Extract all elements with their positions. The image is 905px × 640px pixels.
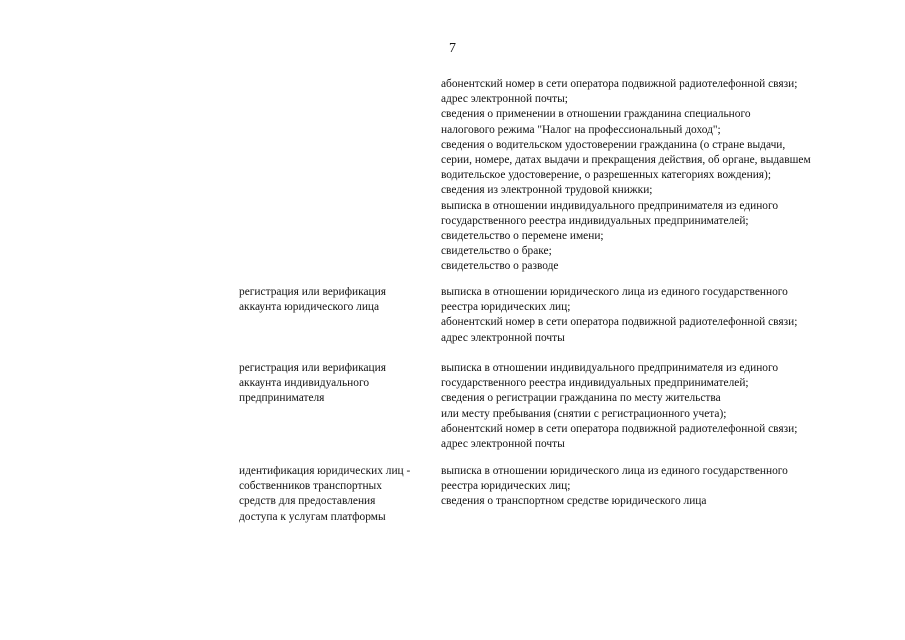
row-2-data-list bbox=[441, 361, 797, 452]
list-item: или месту пребывания (снятии с регистрационного учета); bbox=[441, 407, 727, 420]
continuation-list bbox=[441, 77, 811, 274]
purpose-line: аккаунта индивидуального bbox=[239, 377, 370, 390]
purpose-line: доступа к услугам платформы bbox=[239, 510, 386, 523]
purpose-line: регистрация или верификация bbox=[239, 362, 386, 374]
list-item: реестра юридических лиц; bbox=[441, 301, 571, 314]
list-item: абонентский номер в сети оператора подвижной радиотелефонной связи; bbox=[441, 422, 798, 435]
list-item: выписка в отношении индивидуального предпринимателя из единого bbox=[441, 362, 779, 374]
list-item: налогового режима "Налог на профессиональный доход"; bbox=[441, 123, 721, 136]
list-item: сведения о применении в отношении гражданина специального bbox=[441, 108, 751, 121]
list-item: сведения из электронной трудовой книжки; bbox=[441, 184, 653, 197]
list-item: адрес электронной почты; bbox=[441, 93, 568, 106]
row-2-purpose bbox=[239, 361, 386, 407]
purpose-line: собственников транспортных bbox=[239, 480, 382, 493]
row-1-purpose bbox=[239, 285, 386, 315]
list-item: абонентский номер в сети оператора подвижной радиотелефонной связи; bbox=[441, 78, 798, 90]
row-3-purpose bbox=[239, 464, 410, 525]
list-item: свидетельство о перемене имени; bbox=[441, 229, 604, 242]
list-item: адрес электронной почты bbox=[441, 331, 565, 344]
list-item: выписка в отношении индивидуального предпринимателя из единого bbox=[441, 199, 779, 212]
list-item: выписка в отношении юридического лица из единого государственного bbox=[441, 286, 788, 298]
row-1-data-list bbox=[441, 285, 797, 346]
row-3-data-list bbox=[441, 464, 788, 510]
list-item: свидетельство о браке; bbox=[441, 245, 552, 258]
list-item: свидетельство о разводе bbox=[441, 260, 559, 273]
purpose-line: аккаунта юридического лица bbox=[239, 301, 380, 314]
list-item: реестра юридических лиц; bbox=[441, 480, 571, 493]
purpose-line: идентификация юридических лиц - bbox=[239, 465, 411, 477]
list-item: абонентский номер в сети оператора подвижной радиотелефонной связи; bbox=[441, 316, 798, 329]
purpose-line: регистрация или верификация bbox=[239, 286, 386, 298]
list-item: водительское удостоверение, о разрешенных категориях вождения); bbox=[441, 169, 772, 182]
list-item: сведения о регистрации гражданина по месту жительства bbox=[441, 392, 721, 405]
page-number: 7 bbox=[449, 41, 456, 56]
list-item: сведения о транспортном средстве юридического лица bbox=[441, 495, 707, 508]
purpose-line: предпринимателя bbox=[239, 392, 325, 405]
list-item: серии, номере, датах выдачи и прекращения действия, об органе, выдавшем bbox=[441, 153, 811, 166]
purpose-line: средств для предоставления bbox=[239, 495, 376, 508]
list-item: адрес электронной почты bbox=[441, 437, 565, 450]
list-item: государственного реестра индивидуальных предпринимателей; bbox=[441, 377, 749, 390]
list-item: сведения о водительском удостоверении гражданина (о стране выдачи, bbox=[441, 138, 786, 151]
list-item: государственного реестра индивидуальных предпринимателей; bbox=[441, 214, 749, 227]
list-item: выписка в отношении юридического лица из единого государственного bbox=[441, 465, 788, 477]
